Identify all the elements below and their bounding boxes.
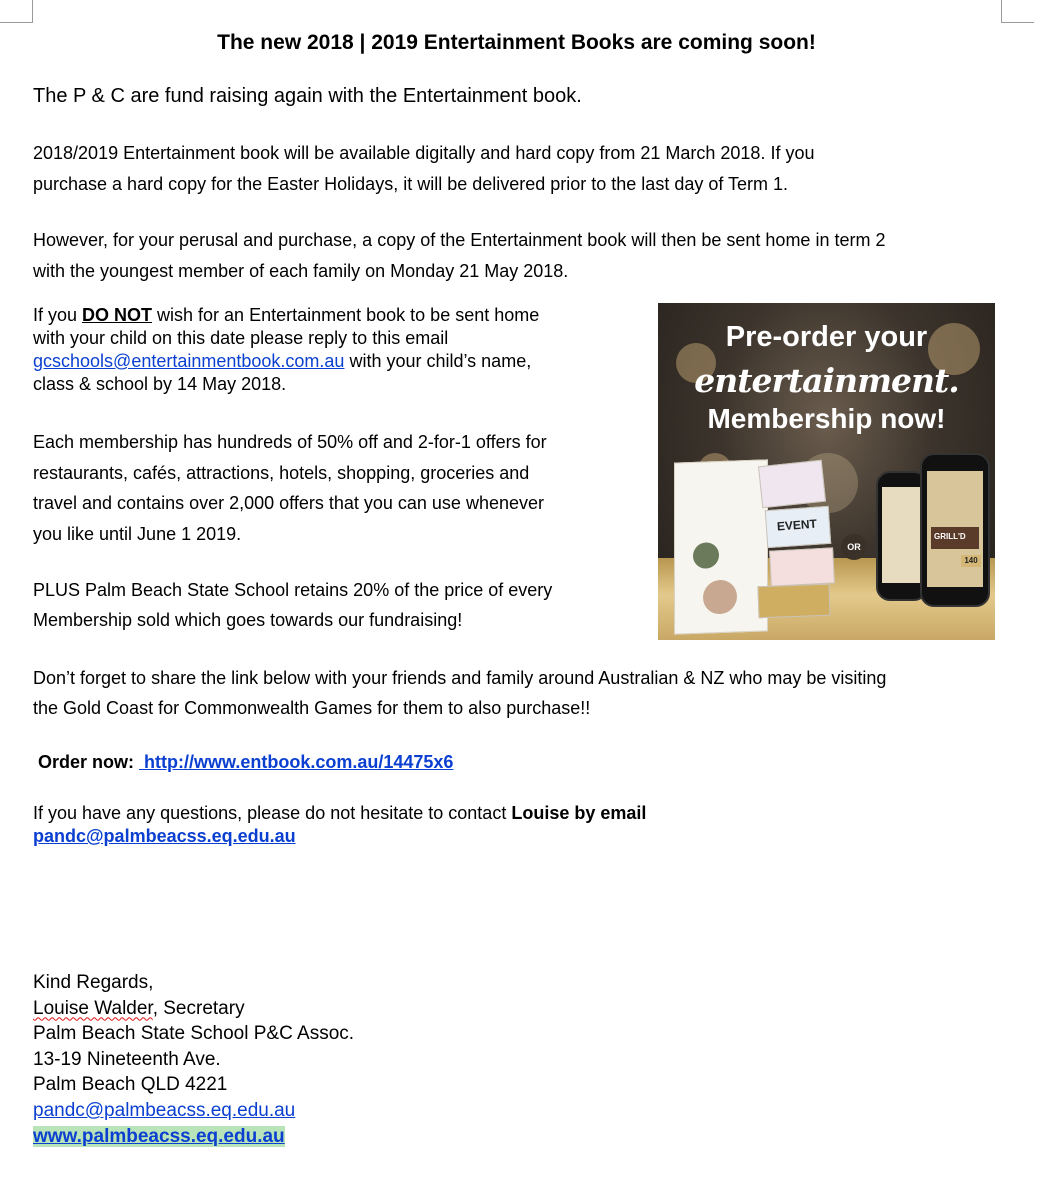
contact-text: If you have any questions, please do not hesitate to contact [33,803,512,823]
signature-name-line [33,996,245,1022]
optout-line-2: with your child on this date please reply to this email [33,328,449,348]
signature-address-2: Palm Beach QLD 4221 [33,1074,228,1096]
availability-line-1: 2018/2019 Entertainment book will be available digitally and hard copy from 21 March 2018. If you [33,143,815,163]
food-plate [703,579,737,614]
phone-screen [882,487,922,583]
membership-line-1: Each membership has hundreds of 50% off and 2-for-1 offers for [33,432,547,452]
page-corner-top-left [0,0,33,23]
website-link[interactable]: www.palmbeacss.eq.edu.au [33,1125,285,1147]
entertainment-promo-image [658,303,995,640]
page-title: The new 2018 | 2019 Entertainment Books are coming soon! [217,31,816,54]
membership-line-2: restaurants, cafés, attractions, hotels, shopping, groceries and [33,463,530,483]
optout-line-3-rest: with your child’s name, [344,351,532,371]
do-not-emphasis: DO NOT [82,305,153,325]
signature-org: Palm Beach State School P&C Assoc. [33,1023,355,1045]
optout-line-1-rest: wish for an Entertainment book to be sent home [152,305,540,325]
intro-paragraph: The P & C are fund raising again with the Entertainment book. [33,85,582,107]
app-label: GRILL'D [934,532,966,541]
gold-card [757,584,830,618]
entertainment-book [674,459,768,634]
food-plate [693,542,719,569]
signature-role: , Secretary [152,997,245,1019]
membership-line-4: you like until June 1 2019. [33,524,242,544]
signature-greeting: Kind Regards, [33,972,154,993]
plus-line-2: Membership sold which goes towards our fundraising! [33,610,463,630]
availability-line-2: purchase a hard copy for the Easter Holidays, it will be delivered prior to the last day of Term 1. [33,174,789,194]
signature-website-line [33,1124,285,1150]
promo-headline-2: Membership now! [707,403,946,434]
signature-address-1: 13-19 Nineteenth Ave. [33,1048,221,1070]
optout-line-1 [33,304,539,327]
membership-line-3: travel and contains over 2,000 offers that you can use whenever [33,493,544,513]
order-now-label: Order now: [38,752,135,772]
price-tag: 140 [961,555,981,567]
or-badge: OR [841,534,867,560]
voucher-card [769,547,835,586]
page-corner-top-right [1001,0,1034,23]
perusal-line-2: with the youngest member of each family on Monday 21 May 2018. [33,261,569,281]
order-now-line [38,750,453,774]
gcschools-email-link[interactable]: gcschools@entertainmentbook.com.au [33,351,345,371]
voucher-card [758,460,826,508]
share-line-1: Don’t forget to share the link below with your friends and family around Australian & NZ who may be visiting [33,668,887,688]
pandc-email-link[interactable]: pandc@palmbeacss.eq.edu.au [33,826,296,846]
signature-email-link[interactable]: pandc@palmbeacss.eq.edu.au [33,1100,296,1121]
phone-screen [927,471,983,587]
contact-name: Louise by email [511,803,647,823]
phone-large [920,453,990,607]
optout-line-3 [33,350,531,373]
optout-prefix: If you [33,305,83,325]
app-banner [931,527,979,549]
signature-email-line [33,1098,295,1124]
order-now-link[interactable]: http://www.entbook.com.au/14475x6 [139,752,454,772]
voucher-card [765,506,831,548]
signature-name: Louise Walder [33,997,153,1019]
contact-email-line [33,825,296,848]
event-card-label: EVENT [776,516,818,534]
optout-line-4: class & school by 14 May 2018. [33,374,287,394]
entertainment-logo: entertainment. [694,361,959,400]
share-line-2: the Gold Coast for Commonwealth Games for them to also purchase!! [33,698,591,718]
contact-line [33,802,646,825]
promo-headline-1: Pre-order your [725,321,928,353]
plus-line-1: PLUS Palm Beach State School retains 20% of the price of every [33,580,553,600]
perusal-line-1: However, for your perusal and purchase, a copy of the Entertainment book will then be sent home in term 2 [33,230,886,250]
